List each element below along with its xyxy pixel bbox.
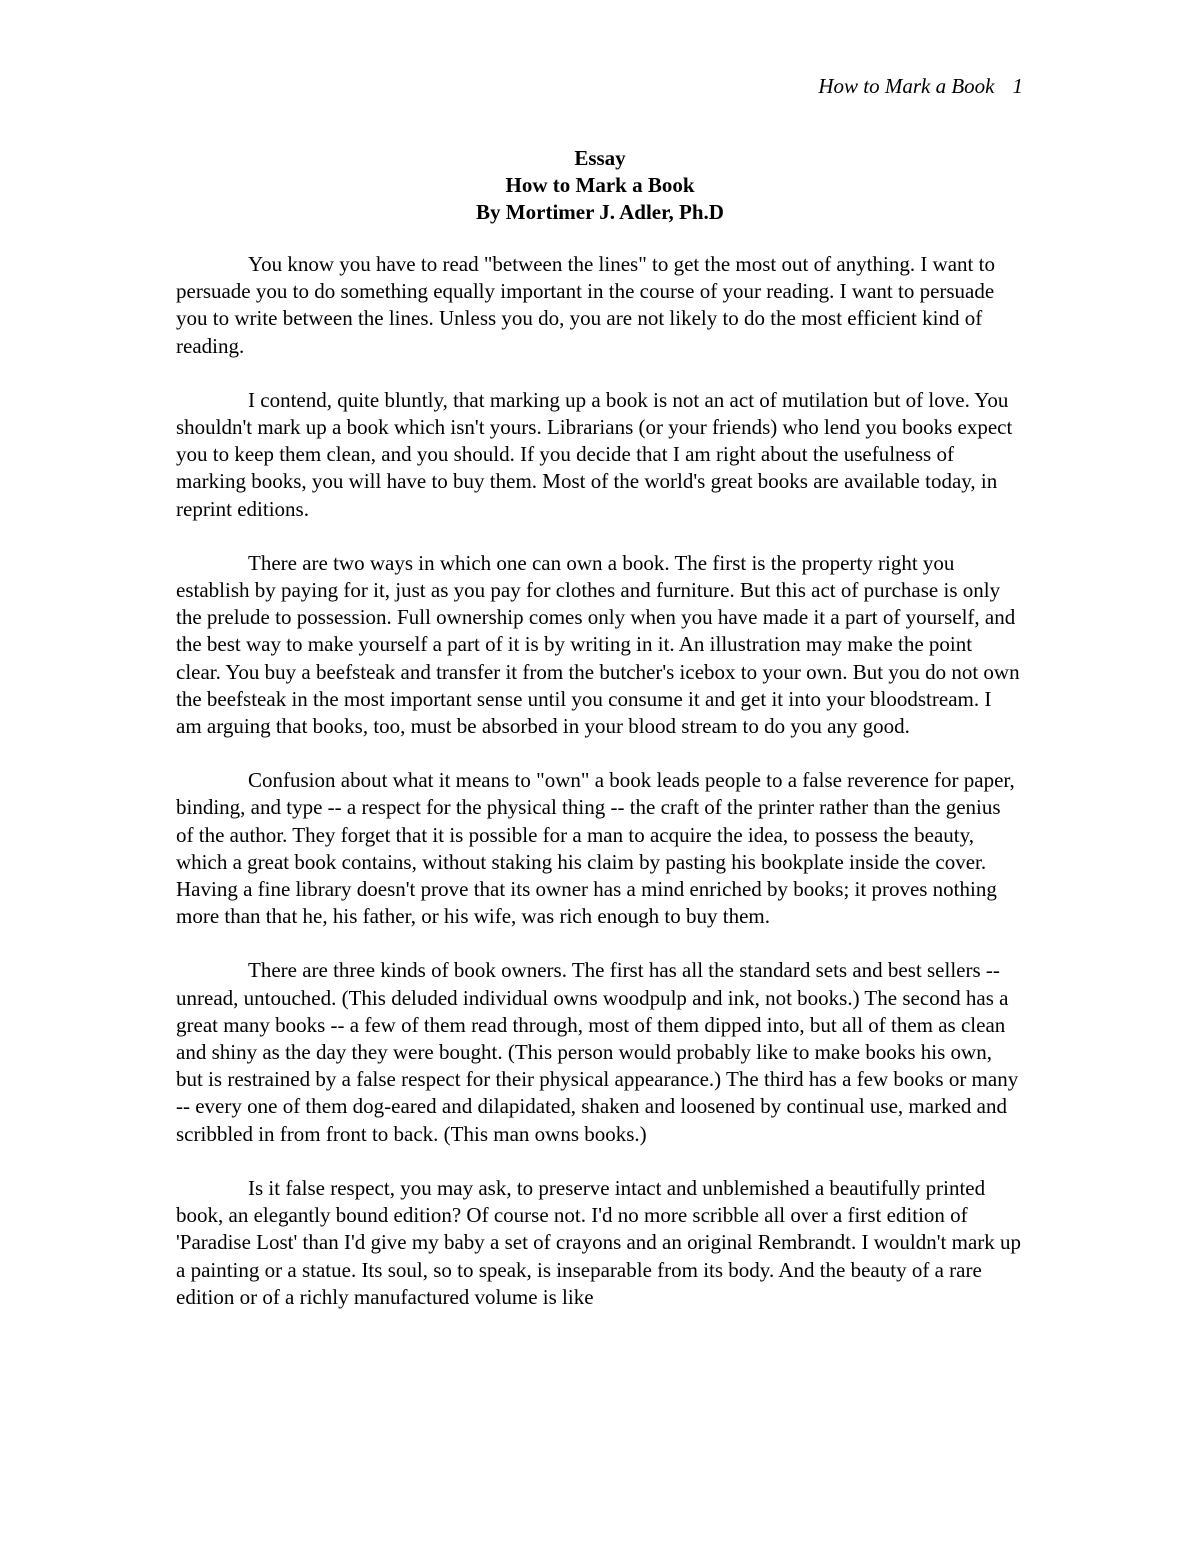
essay-genre-label: Essay <box>574 146 626 170</box>
paragraph: Is it false respect, you may ask, to preserve intact and unblemished a beautifully printed book, an elegantly bound edition? Of course not. I'd no more scribble all over a first edition of 'Paradise Lost' than I'd give my baby a set of crayons and an original Rembrandt. I wouldn't mark up a painting or a statue. Its soul, so to speak, is inseparable from its body. And the beauty of a rare edition or of a richly manufactured volume is like <box>176 1175 1022 1309</box>
paragraph: There are three kinds of book owners. The first has all the standard sets and best sellers -- unread, untouched. (This deluded individual owns woodpulp and ink, not books.) The second has a great many books -- a few of them read through, most of them dipped into, but all of them as clean and shiny as the day they were bought. (This person would probably like to make books his own, but is restrained by a false respect for their physical appearance.) The third has a few books or many -- every one of them dog-eared and dilapidated, shaken and loosened by continual use, marked and scribbled in from front to back. (This man owns books.) <box>176 958 1019 1146</box>
essay-title: How to Mark a Book <box>505 173 695 197</box>
title-block <box>176 145 1024 226</box>
paragraph: You know you have to read "between the lines" to get the most out of anything. I want to persuade you to do something equally important in the course of your reading. I want to persuade you to write between the lines. Unless you do, you are not likely to do the most efficient kind of reading. <box>176 252 995 358</box>
running-header <box>818 72 1023 100</box>
essay-body <box>176 251 1022 1311</box>
running-title: How to Mark a Book <box>818 74 995 98</box>
paragraph: Confusion about what it means to "own" a book leads people to a false reverence for paper, binding, and type -- a respect for the physical thing -- the craft of the printer rather than the genius of the author. They forget that it is possible for a man to acquire the idea, to possess the beauty, which a great book contains, without staking his claim by pasting his bookplate inside the cover. Having a fine library doesn't prove that its owner has a mind enriched by books; it proves nothing more than that he, his father, or his wife, was rich enough to buy them. <box>176 768 1015 929</box>
page-number: 1 <box>1012 74 1023 98</box>
paragraph: There are two ways in which one can own a book. The first is the property right you establish by paying for it, just as you pay for clothes and furniture. But this act of purchase is only the prelude to possession. Full ownership comes only when you have made it a part of yourself, and the best way to make yourself a part of it is by writing in it. An illustration may make the point clear. You buy a beefsteak and transfer it from the butcher's icebox to your own. But you do not own the beefsteak in the most important sense until you consume it and get it into your bloodstream. I am arguing that books, too, must be absorbed in your blood stream to do you any good. <box>176 550 1020 739</box>
paragraph: I contend, quite bluntly, that marking up a book is not an act of mutilation but of love. You shouldn't mark up a book which isn't yours. Librarians (or your friends) who lend you books expect you to keep them clean, and you should. If you decide that I am right about the usefulness of marking books, you will have to buy them. Most of the world's great books are available today, in reprint editions. <box>176 387 1013 521</box>
essay-byline: By Mortimer J. Adler, Ph.D <box>476 200 724 224</box>
